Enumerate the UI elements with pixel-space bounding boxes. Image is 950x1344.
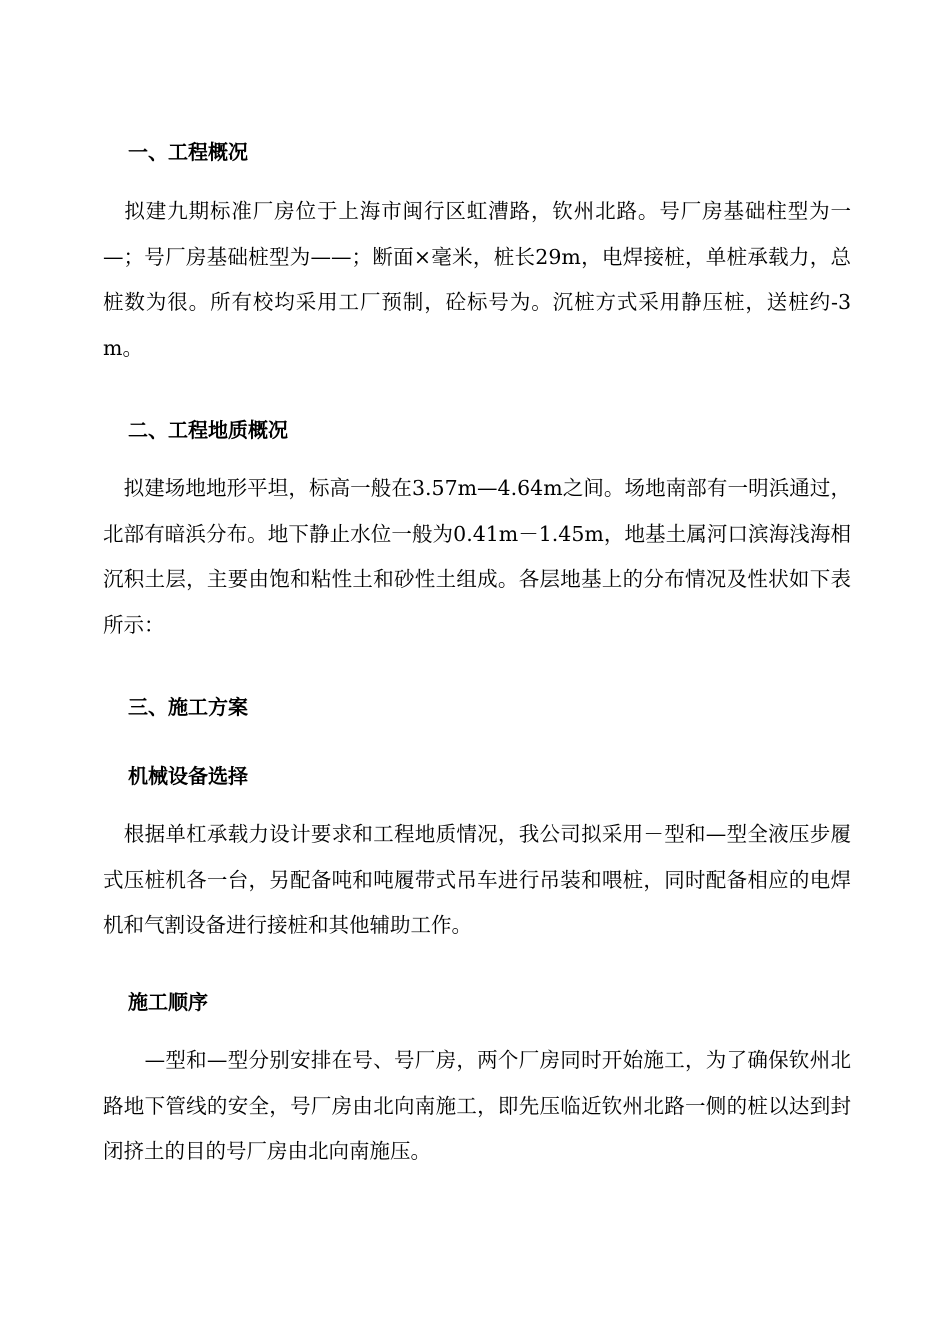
section-heading-construction-plan: 三、施工方案 <box>128 695 248 719</box>
paragraph-project-overview: 拟建九期标准厂房位于上海市闽行区虹漕路，钦州北路。号厂房基础柱型为一—；号厂房基础桩型为——；断面×毫米，桩长29m，电焊接桩，单桩承载力，总桩数为很。所有校均采用工厂预制，砼标号为。沉桩方式采用静压桩，送桩约-3m。 <box>103 199 851 360</box>
subsection-heading-equipment-selection: 机械设备选择 <box>128 764 248 788</box>
subsection-heading-construction-sequence: 施工顺序 <box>128 990 208 1014</box>
section-heading-geology-overview: 二、工程地质概况 <box>128 418 288 442</box>
paragraph-equipment-selection: 根据单杠承载力设计要求和工程地质情况，我公司拟采用－型和—型全液压步履式压桩机各一台，另配备吨和吨履带式吊车进行吊装和喂桩，同时配备相应的电焊机和气割设备进行接桩和其他辅助工作。 <box>103 822 851 937</box>
paragraph-construction-sequence: —型和—型分别安排在号、号厂房，两个厂房同时开始施工，为了确保钦州北路地下管线的安全，号厂房由北向南施工，即先压临近钦州北路一侧的桩以达到封闭挤土的目的号厂房由北向南施压。 <box>103 1048 851 1163</box>
paragraph-geology-overview: 拟建场地地形平坦，标高一般在3.57m—4.64m之间。场地南部有一明浜通过，北部有暗浜分布。地下静止水位一般为0.41m－1.45m，地基土属河口滨海浅海相沉积土层，主要由饱和粘性土和砂性土组成。各层地基上的分布情况及性状如下表所示： <box>103 476 851 637</box>
section-heading-project-overview: 一、工程概况 <box>128 140 248 164</box>
